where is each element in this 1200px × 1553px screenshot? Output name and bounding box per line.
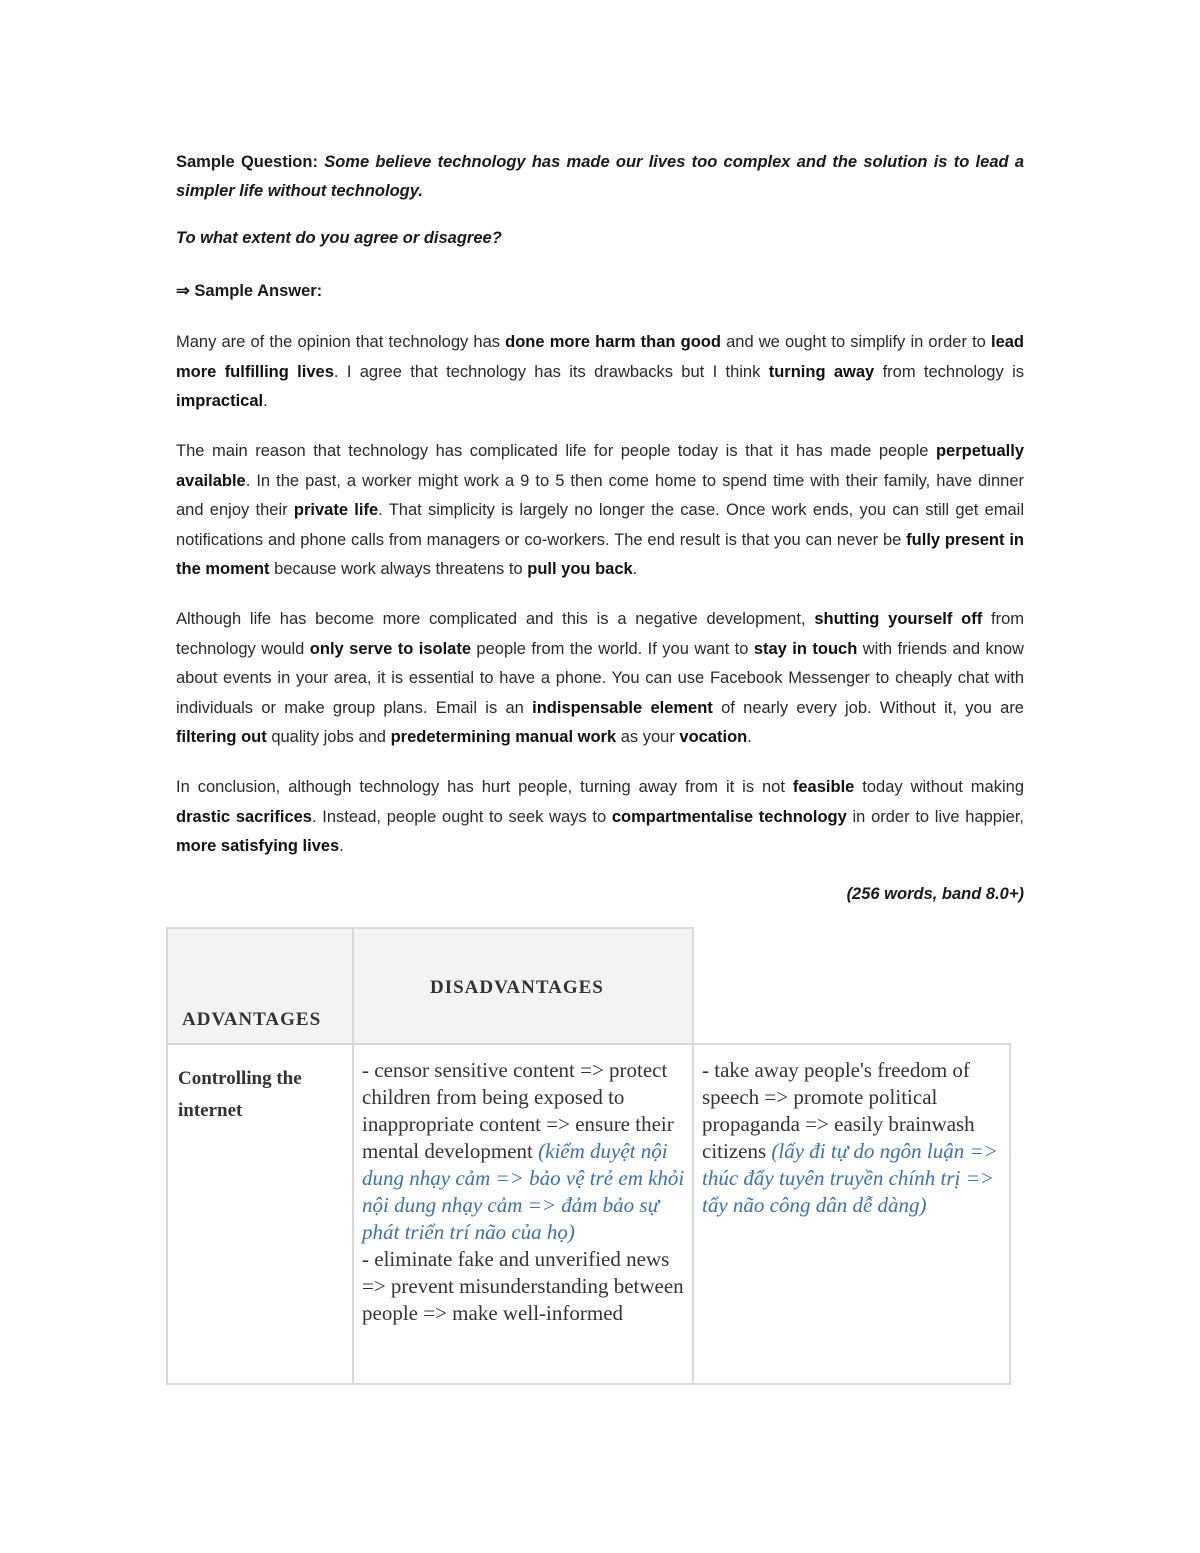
advantages-cell [353, 1044, 693, 1384]
header-cell-disadvantages [353, 928, 693, 1044]
header-cell-advantages [167, 928, 353, 1044]
highlighted-phrase: compartmentalise technology [611, 807, 847, 826]
paragraph-text: . [339, 837, 344, 856]
word-count: (256 words, band 8.0+) [846, 885, 1024, 903]
paragraph-text: Although life has become more complicated and this is a negative development, [176, 610, 815, 628]
paragraph-text: in order to live happier, [846, 807, 1024, 826]
sample-question [176, 148, 1024, 206]
paragraph-text: from technology would [176, 610, 1024, 658]
paragraph-intro [176, 328, 1024, 417]
question-text: Some believe technology has made our lives too complex and the solution is to lead a simpler life without technology. [176, 153, 1024, 200]
highlighted-phrase: filtering out [176, 728, 267, 747]
paragraph-text: . Instead, people ought to seek ways to [311, 807, 612, 826]
paragraph-text: . [747, 728, 752, 747]
header-advantages: ADVANTAGES [182, 1009, 322, 1030]
paragraph-text: with friends and know about events in your area, it is essential to have a phone. You can use Facebook Messenger to cheaply chat with individuals or make group plans. Email is an [176, 639, 1024, 717]
highlighted-phrase: turning away [768, 362, 875, 381]
highlighted-phrase: only serve to isolate [309, 639, 471, 658]
advantage-text-2: - eliminate fake and unverified news => prevent misunderstanding between people => make well-informed [362, 1247, 684, 1325]
highlighted-phrase: pull you back [527, 560, 633, 579]
paragraph-text: . I agree that technology has its drawbacks but I think [333, 362, 769, 381]
paragraph-text: as your [616, 728, 680, 747]
header-disadvantages: DISADVANTAGES [430, 977, 604, 998]
highlighted-phrase: lead more fulfilling lives [176, 333, 1025, 381]
paragraph-text: today without making [854, 778, 1024, 796]
paragraph-text: In conclusion, although technology has hurt people, turning away from it is not [176, 778, 793, 796]
disadvantages-cell [693, 1044, 1010, 1384]
highlighted-phrase: indispensable element [532, 698, 713, 717]
answer-label: ⇒ Sample Answer: [176, 282, 323, 300]
paragraph-text: because work always threatens to [269, 560, 528, 579]
paragraph-body-1 [176, 437, 1024, 585]
highlighted-phrase: feasible [792, 778, 855, 796]
topic-label: Controlling the internet [178, 1068, 302, 1121]
topic-cell [167, 1044, 353, 1384]
highlighted-phrase: fully present in the moment [176, 530, 1024, 579]
paragraph-text: Many are of the opinion that technology has [176, 333, 506, 351]
paragraph-text: . In the past, a worker might work a 9 to 5 then come home to spend time with their family, have dinner and enjoy their [176, 471, 1024, 520]
paragraph-text: . [632, 560, 638, 579]
comparison-table [166, 927, 1011, 1385]
highlighted-phrase: vocation [679, 728, 748, 747]
paragraph-text: from technology is [874, 362, 1024, 381]
highlighted-phrase: shutting yourself off [814, 610, 983, 628]
highlighted-phrase: perpetually available [176, 442, 1024, 490]
highlighted-phrase: impractical [176, 392, 264, 411]
highlighted-phrase: drastic sacrifices [176, 807, 312, 826]
paragraph-body-2 [176, 605, 1024, 753]
header-cell-empty [693, 928, 1010, 1044]
table-row [167, 1044, 1010, 1384]
highlighted-phrase: more satisfying lives [176, 837, 340, 856]
highlighted-phrase: private life [293, 501, 379, 520]
paragraph-text: and we ought to simplify in order to [720, 333, 991, 351]
highlighted-phrase: stay in touch [753, 639, 858, 658]
question-extent: To what extent do you agree or disagree? [176, 229, 502, 247]
question-label: Sample Question: [176, 153, 318, 171]
disadvantage-text: - take away people's freedom of speech => promote political propaganda => easily brainwash citizens [702, 1058, 975, 1163]
disadvantage-translation: (lấy đi tự do ngôn luận => thúc đẩy tuyên truyền chính trị => tẩy não công dân dễ dàng) [702, 1139, 998, 1217]
paragraph-text: . [263, 392, 268, 411]
highlighted-phrase: predetermining manual work [390, 728, 617, 747]
advantage-translation: (kiểm duyệt nội dung nhạy cảm => bảo vệ trẻ em khỏi nội dung nhạy cảm => đảm bảo sự phát triển trí não của họ) [362, 1139, 685, 1244]
paragraph-text: . That simplicity is largely no longer the case. Once work ends, you can still get email notifications and phone calls from managers or co-workers. The end result is that you can never be [176, 501, 1024, 549]
highlighted-phrase: done more harm than good [505, 333, 721, 351]
paragraph-text: quality jobs and [266, 728, 391, 747]
table-header-row [167, 928, 1010, 1044]
paragraph-text: people from the world. If you want to [471, 639, 754, 658]
paragraph-text: of nearly every job. Without it, you are [712, 698, 1024, 717]
advantage-text-1: - censor sensitive content => protect children from being exposed to inappropriate content => ensure their mental development [362, 1058, 674, 1163]
paragraph-text: The main reason that technology has complicated life for people today is that it has made people [176, 442, 936, 460]
paragraph-conclusion [176, 773, 1024, 862]
